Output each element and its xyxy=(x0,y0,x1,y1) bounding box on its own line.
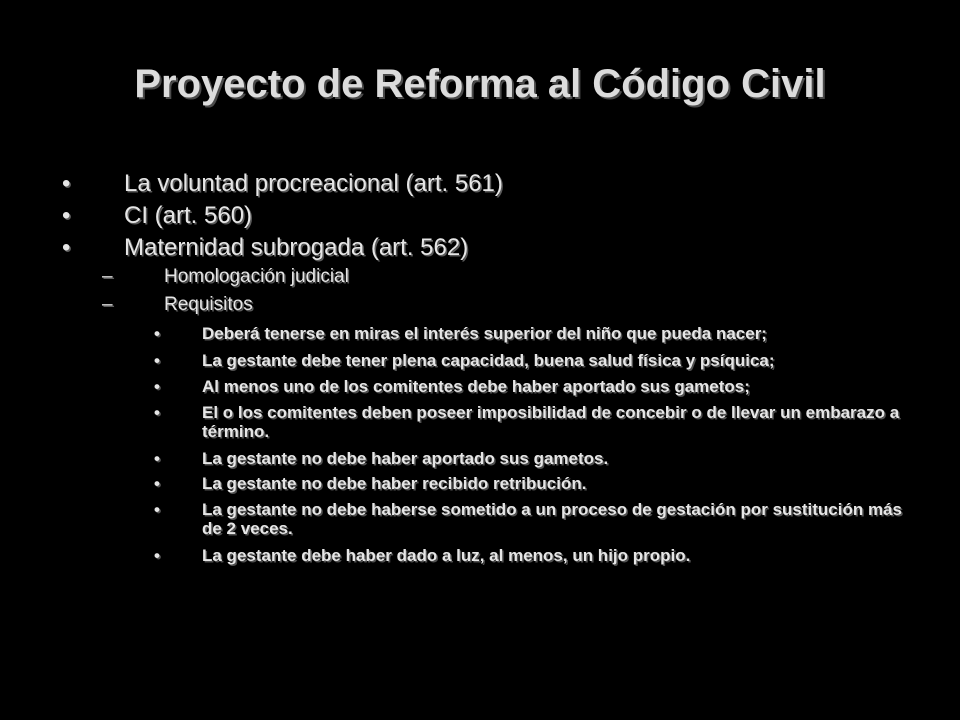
bullet-icon: • xyxy=(154,377,160,396)
requirement-item: Al menos uno de los comitentes debe haber aportado sus gametos; xyxy=(202,377,750,396)
bullet-icon: • xyxy=(154,324,160,343)
bullet-icon: • xyxy=(154,403,160,422)
requirement-item: La gestante debe haber dado a luz, al menos, un hijo propio. xyxy=(202,546,691,565)
requirement-item: La gestante no debe haber aportado sus gametos. xyxy=(202,449,609,468)
requirement-item: La gestante debe tener plena capacidad, buena salud física y psíquica; xyxy=(202,351,775,370)
bullet-icon: • xyxy=(62,202,71,229)
requirement-item: Deberá tenerse en miras el interés superior del niño que pueda nacer; xyxy=(202,324,767,343)
bullet-icon: • xyxy=(154,500,160,519)
bullet-icon: • xyxy=(62,234,71,261)
bullet-icon: • xyxy=(154,351,160,370)
dash-icon: – xyxy=(102,294,113,315)
bullet-icon: • xyxy=(154,546,160,565)
list-item-ci: CI (art. 560) xyxy=(124,202,253,229)
dash-icon: – xyxy=(102,266,113,287)
slide-title: Proyecto de Reforma al Código Civil xyxy=(134,62,826,106)
bullet-icon: • xyxy=(62,170,71,197)
list-item-maternidad: Maternidad subrogada (art. 562) xyxy=(124,234,469,261)
list-item-homologacion: Homologación judicial xyxy=(164,266,349,287)
requirement-item: El o los comitentes deben poseer imposibilidad de concebir o de llevar un embarazo a término. xyxy=(202,403,900,441)
requirement-item: La gestante no debe haberse sometido a un proceso de gestación por sustitución más de 2 veces. xyxy=(202,500,902,538)
requirement-item: La gestante no debe haber recibido retribución. xyxy=(202,474,587,493)
bullet-icon: • xyxy=(154,474,160,493)
list-item-requisitos: Requisitos xyxy=(164,294,253,315)
bullet-icon: • xyxy=(154,449,160,468)
list-item-voluntad: La voluntad procreacional (art. 561) xyxy=(124,170,503,197)
